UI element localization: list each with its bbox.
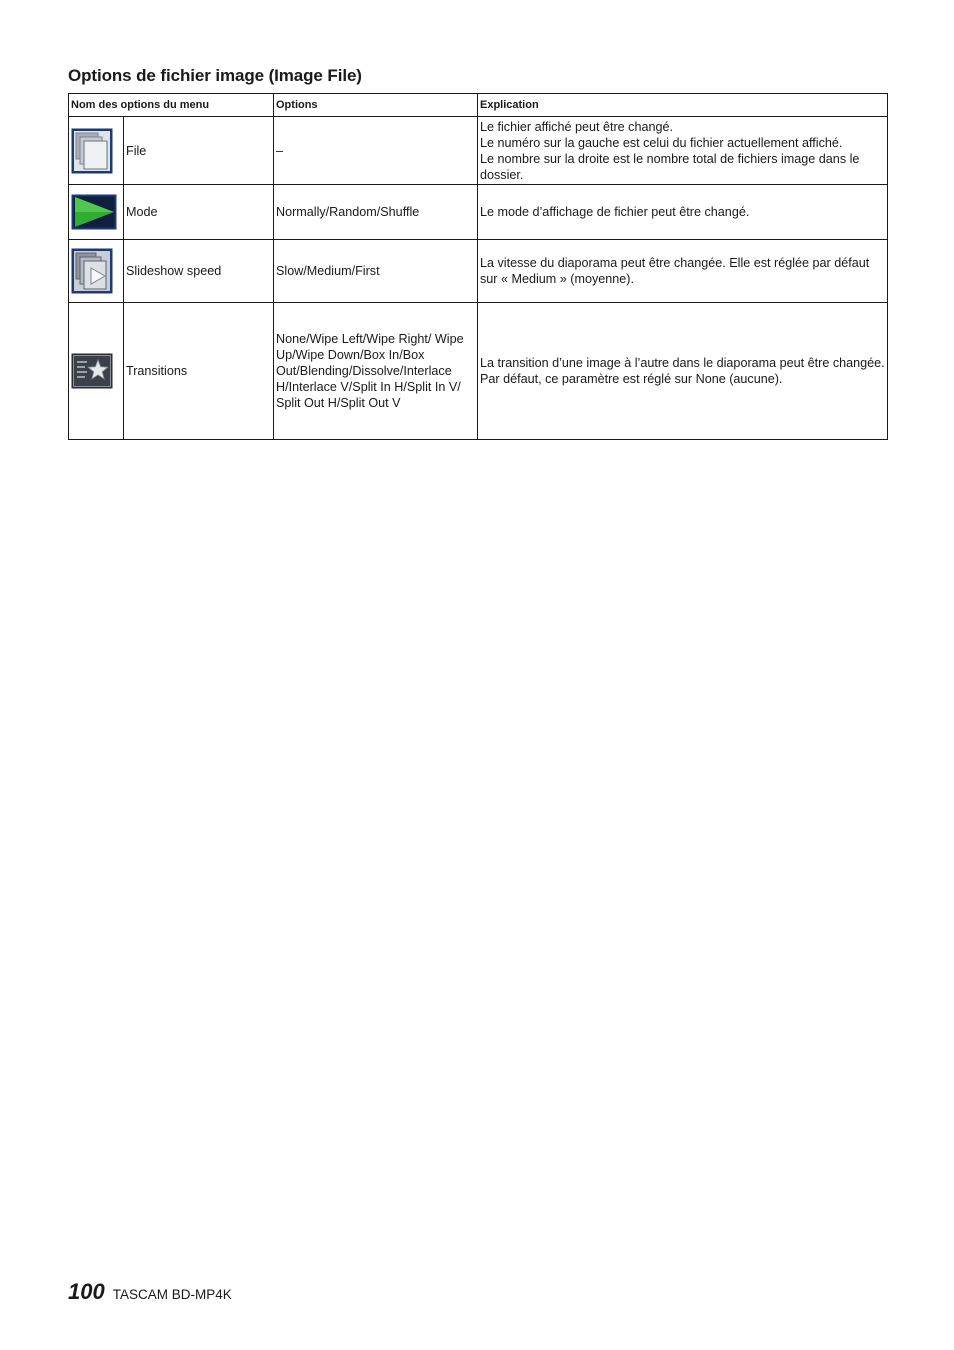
section-title: Options de fichier image (Image File) [68, 66, 362, 85]
option-name: Slideshow speed [124, 240, 274, 303]
option-explanation [478, 303, 888, 440]
icon-cell [69, 240, 124, 303]
explanation-line: La transition d’une image à l’autre dans le diaporama peut être changée. Par défaut, ce paramètre est réglé sur None (aucune). [480, 356, 885, 386]
icon-cell [69, 117, 124, 185]
table-row [69, 303, 888, 440]
explanation-line: La vitesse du diaporama peut être changée. Elle est réglée par défaut sur « Medium » (moyenne). [480, 256, 870, 286]
header-menu-option-name: Nom des options du menu [69, 94, 274, 117]
option-name: File [124, 117, 274, 185]
option-name: Mode [124, 185, 274, 240]
page-number: 100 [68, 1279, 105, 1304]
option-values: Normally/Random/Shuffle [274, 185, 478, 240]
play-triangle-icon [71, 194, 117, 230]
options-table [68, 93, 888, 440]
header-options: Options [274, 94, 478, 117]
header-explanation: Explication [478, 94, 888, 117]
explanation-line: Le nombre sur la droite est le nombre total de fichiers image dans le dossier. [480, 151, 860, 182]
explanation-line: Le numéro sur la gauche est celui du fichier actuellement affiché. [480, 135, 843, 150]
option-values: Slow/Medium/First [274, 240, 478, 303]
option-name: Transitions [124, 303, 274, 440]
transition-star-icon [71, 353, 113, 389]
option-explanation [478, 117, 888, 185]
table-header-row [69, 94, 888, 117]
option-values: None/Wipe Left/Wipe Right/ Wipe Up/Wipe Down/Box In/Box Out/Blending/Dissolve/Interlace H/Interlace V/Split In H/Split In V/ Split Out H/Split Out V [274, 303, 478, 440]
explanation-line: Le mode d’affichage de fichier peut être changé. [480, 205, 750, 219]
table-row [69, 240, 888, 303]
slideshow-icon [71, 248, 113, 294]
page-footer [68, 1279, 232, 1305]
option-values: – [274, 117, 478, 185]
icon-cell [69, 185, 124, 240]
product-name: TASCAM BD-MP4K [112, 1287, 232, 1302]
option-explanation [478, 240, 888, 303]
file-stack-icon [71, 128, 113, 174]
table-row [69, 117, 888, 185]
option-explanation [478, 185, 888, 240]
explanation-line: Le fichier affiché peut être changé. [480, 119, 674, 134]
icon-cell [69, 303, 124, 440]
table-row [69, 185, 888, 240]
